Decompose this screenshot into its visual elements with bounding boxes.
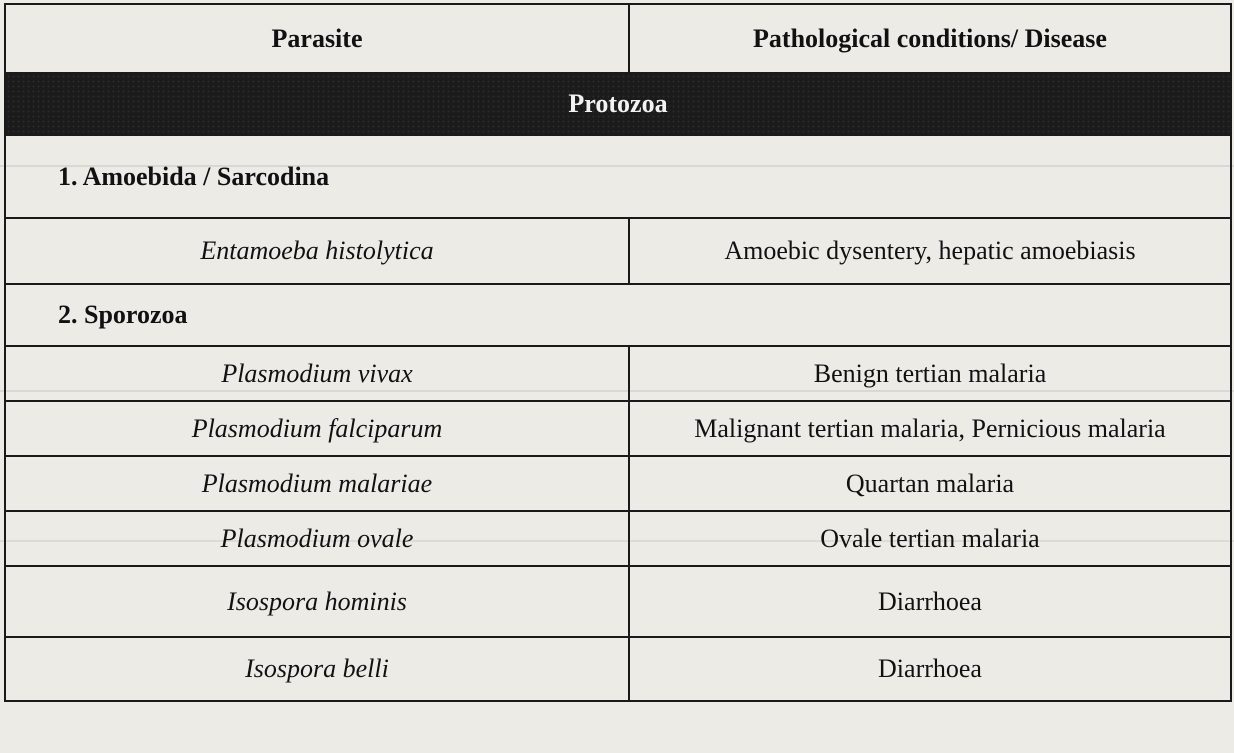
disease-cell: Malignant tertian malaria, Pernicious malaria <box>629 401 1231 456</box>
parasite-cell: Plasmodium vivax <box>5 346 629 401</box>
parasite-cell: Isospora hominis <box>5 566 629 637</box>
table-row <box>5 511 1231 566</box>
disease-cell: Ovale tertian malaria <box>629 511 1231 566</box>
table-row <box>5 401 1231 456</box>
table-row <box>5 346 1231 401</box>
parasite-cell: Plasmodium malariae <box>5 456 629 511</box>
group-title-amoebida: 1. Amoebida / Sarcodina <box>5 135 1231 218</box>
table-row <box>5 218 1231 284</box>
parasite-cell: Plasmodium falciparum <box>5 401 629 456</box>
header-parasite: Parasite <box>5 4 629 73</box>
parasite-cell: Plasmodium ovale <box>5 511 629 566</box>
group-row <box>5 135 1231 218</box>
table-row <box>5 566 1231 637</box>
group-row <box>5 284 1231 346</box>
disease-cell: Amoebic dysentery, hepatic amoebiasis <box>629 218 1231 284</box>
disease-cell: Quartan malaria <box>629 456 1231 511</box>
group-title-sporozoa: 2. Sporozoa <box>5 284 1231 346</box>
disease-cell: Benign tertian malaria <box>629 346 1231 401</box>
section-row <box>5 73 1231 135</box>
disease-cell: Diarrhoea <box>629 566 1231 637</box>
parasite-cell: Entamoeba histolytica <box>5 218 629 284</box>
parasite-disease-table <box>4 3 1232 702</box>
table-header-row <box>5 4 1231 73</box>
table-row <box>5 637 1231 701</box>
header-disease: Pathological conditions/ Disease <box>629 4 1231 73</box>
parasite-cell: Isospora belli <box>5 637 629 701</box>
disease-cell: Diarrhoea <box>629 637 1231 701</box>
section-title: Protozoa <box>5 73 1231 135</box>
table-row <box>5 456 1231 511</box>
